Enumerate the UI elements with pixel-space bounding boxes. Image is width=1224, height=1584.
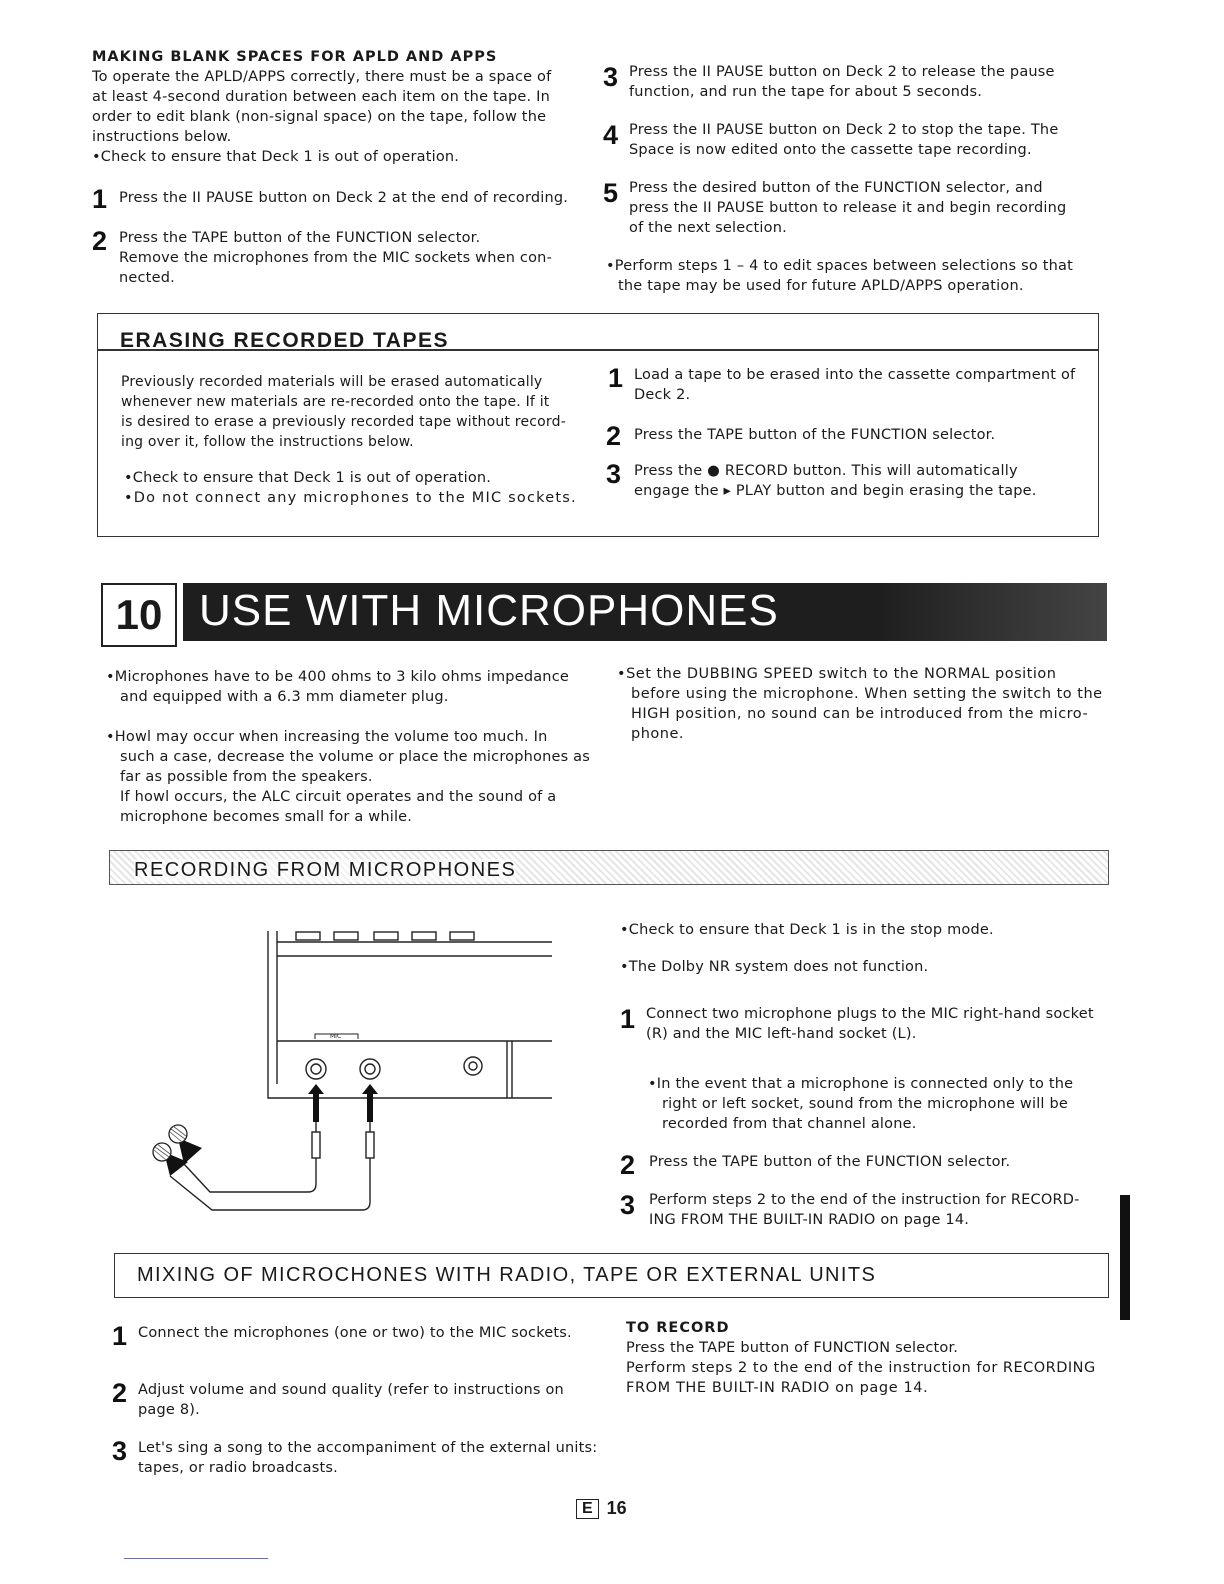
language-badge: E	[576, 1499, 599, 1519]
footer-link-rule	[124, 1558, 268, 1559]
erasing-bullets: • Check to ensure that Deck 1 is out of operation. • Do not connect any microphones to the MIC sockets.	[124, 468, 594, 508]
to-record-block: TO RECORD Press the TAPE button of FUNCTION selector. Perform steps 2 to the end of the instruction for RECORDING FROM THE BUILT-IN RADIO on page 14.	[626, 1318, 1126, 1398]
section-number-box	[101, 583, 177, 647]
page-number: 16	[606, 1498, 627, 1518]
mic-note-impedance: • Microphones have to be 400 ohms to 3 kilo ohms impedance and equipped with a 6.3 mm diameter plug.	[106, 667, 596, 707]
recording-sub-note: • In the event that a microphone is connected only to the right or left socket, sound from the microphone will be recorded from that channel alone.	[648, 1074, 1118, 1134]
blank-spaces-intro: To operate the APLD/APPS correctly, there must be a space of at least 4-second duration between each item on the tape. In order to edit blank (non-signal space) on the tape, follow the instructions below. • Check to ensure that Deck 1 is out of operation.	[92, 67, 592, 167]
erasing-intro: Previously recorded materials will be erased automatically whenever new materials are re-recorded onto the tape. If it is desired to erase a previously recorded tape without record- ing over it, follow the instructions below.	[121, 374, 566, 450]
recording-bullets: • Check to ensure that Deck 1 is in the stop mode. • The Dolby NR system does not function.	[620, 920, 1120, 977]
mic-note-howl: • Howl may occur when increasing the volume too much. In such a case, decrease the volume or place the microphones as far as possible from the speakers. If howl occurs, the ALC circuit operates and the sound of a microphone becomes small for a while.	[106, 727, 596, 827]
mixing-title: MIXING OF MICROCHONES WITH RADIO, TAPE OR EXTERNAL UNITS	[137, 1264, 877, 1286]
margin-bar	[1120, 1195, 1130, 1320]
blank-spaces-perform-note: • Perform steps 1 – 4 to edit spaces between selections so that the tape may be used for future APLD/APPS operation.	[606, 256, 1116, 296]
to-record-title: TO RECORD	[626, 1320, 730, 1336]
erasing-title: ERASING RECORDED TAPES	[120, 329, 449, 352]
svg-text:MIC: MIC	[330, 1033, 342, 1040]
blank-spaces-bullet: • Check to ensure that Deck 1 is out of operation.	[92, 147, 592, 167]
blank-spaces-title: MAKING BLANK SPACES FOR APLD AND APPS	[92, 49, 498, 65]
microphone-connection-diagram	[140, 926, 560, 1216]
page-footer	[576, 1498, 627, 1519]
section-number: 10	[115, 591, 163, 638]
recording-title: RECORDING FROM MICROPHONES	[134, 859, 517, 881]
section-title: USE WITH MICROPHONES	[199, 586, 779, 635]
section-title-bar	[183, 583, 1107, 641]
mic-note-dubbing-speed: • Set the DUBBING SPEED switch to the NORMAL position before using the microphone. When setting the switch to the HIGH position, no sound can be introduced from the micro- phone.	[617, 664, 1117, 744]
